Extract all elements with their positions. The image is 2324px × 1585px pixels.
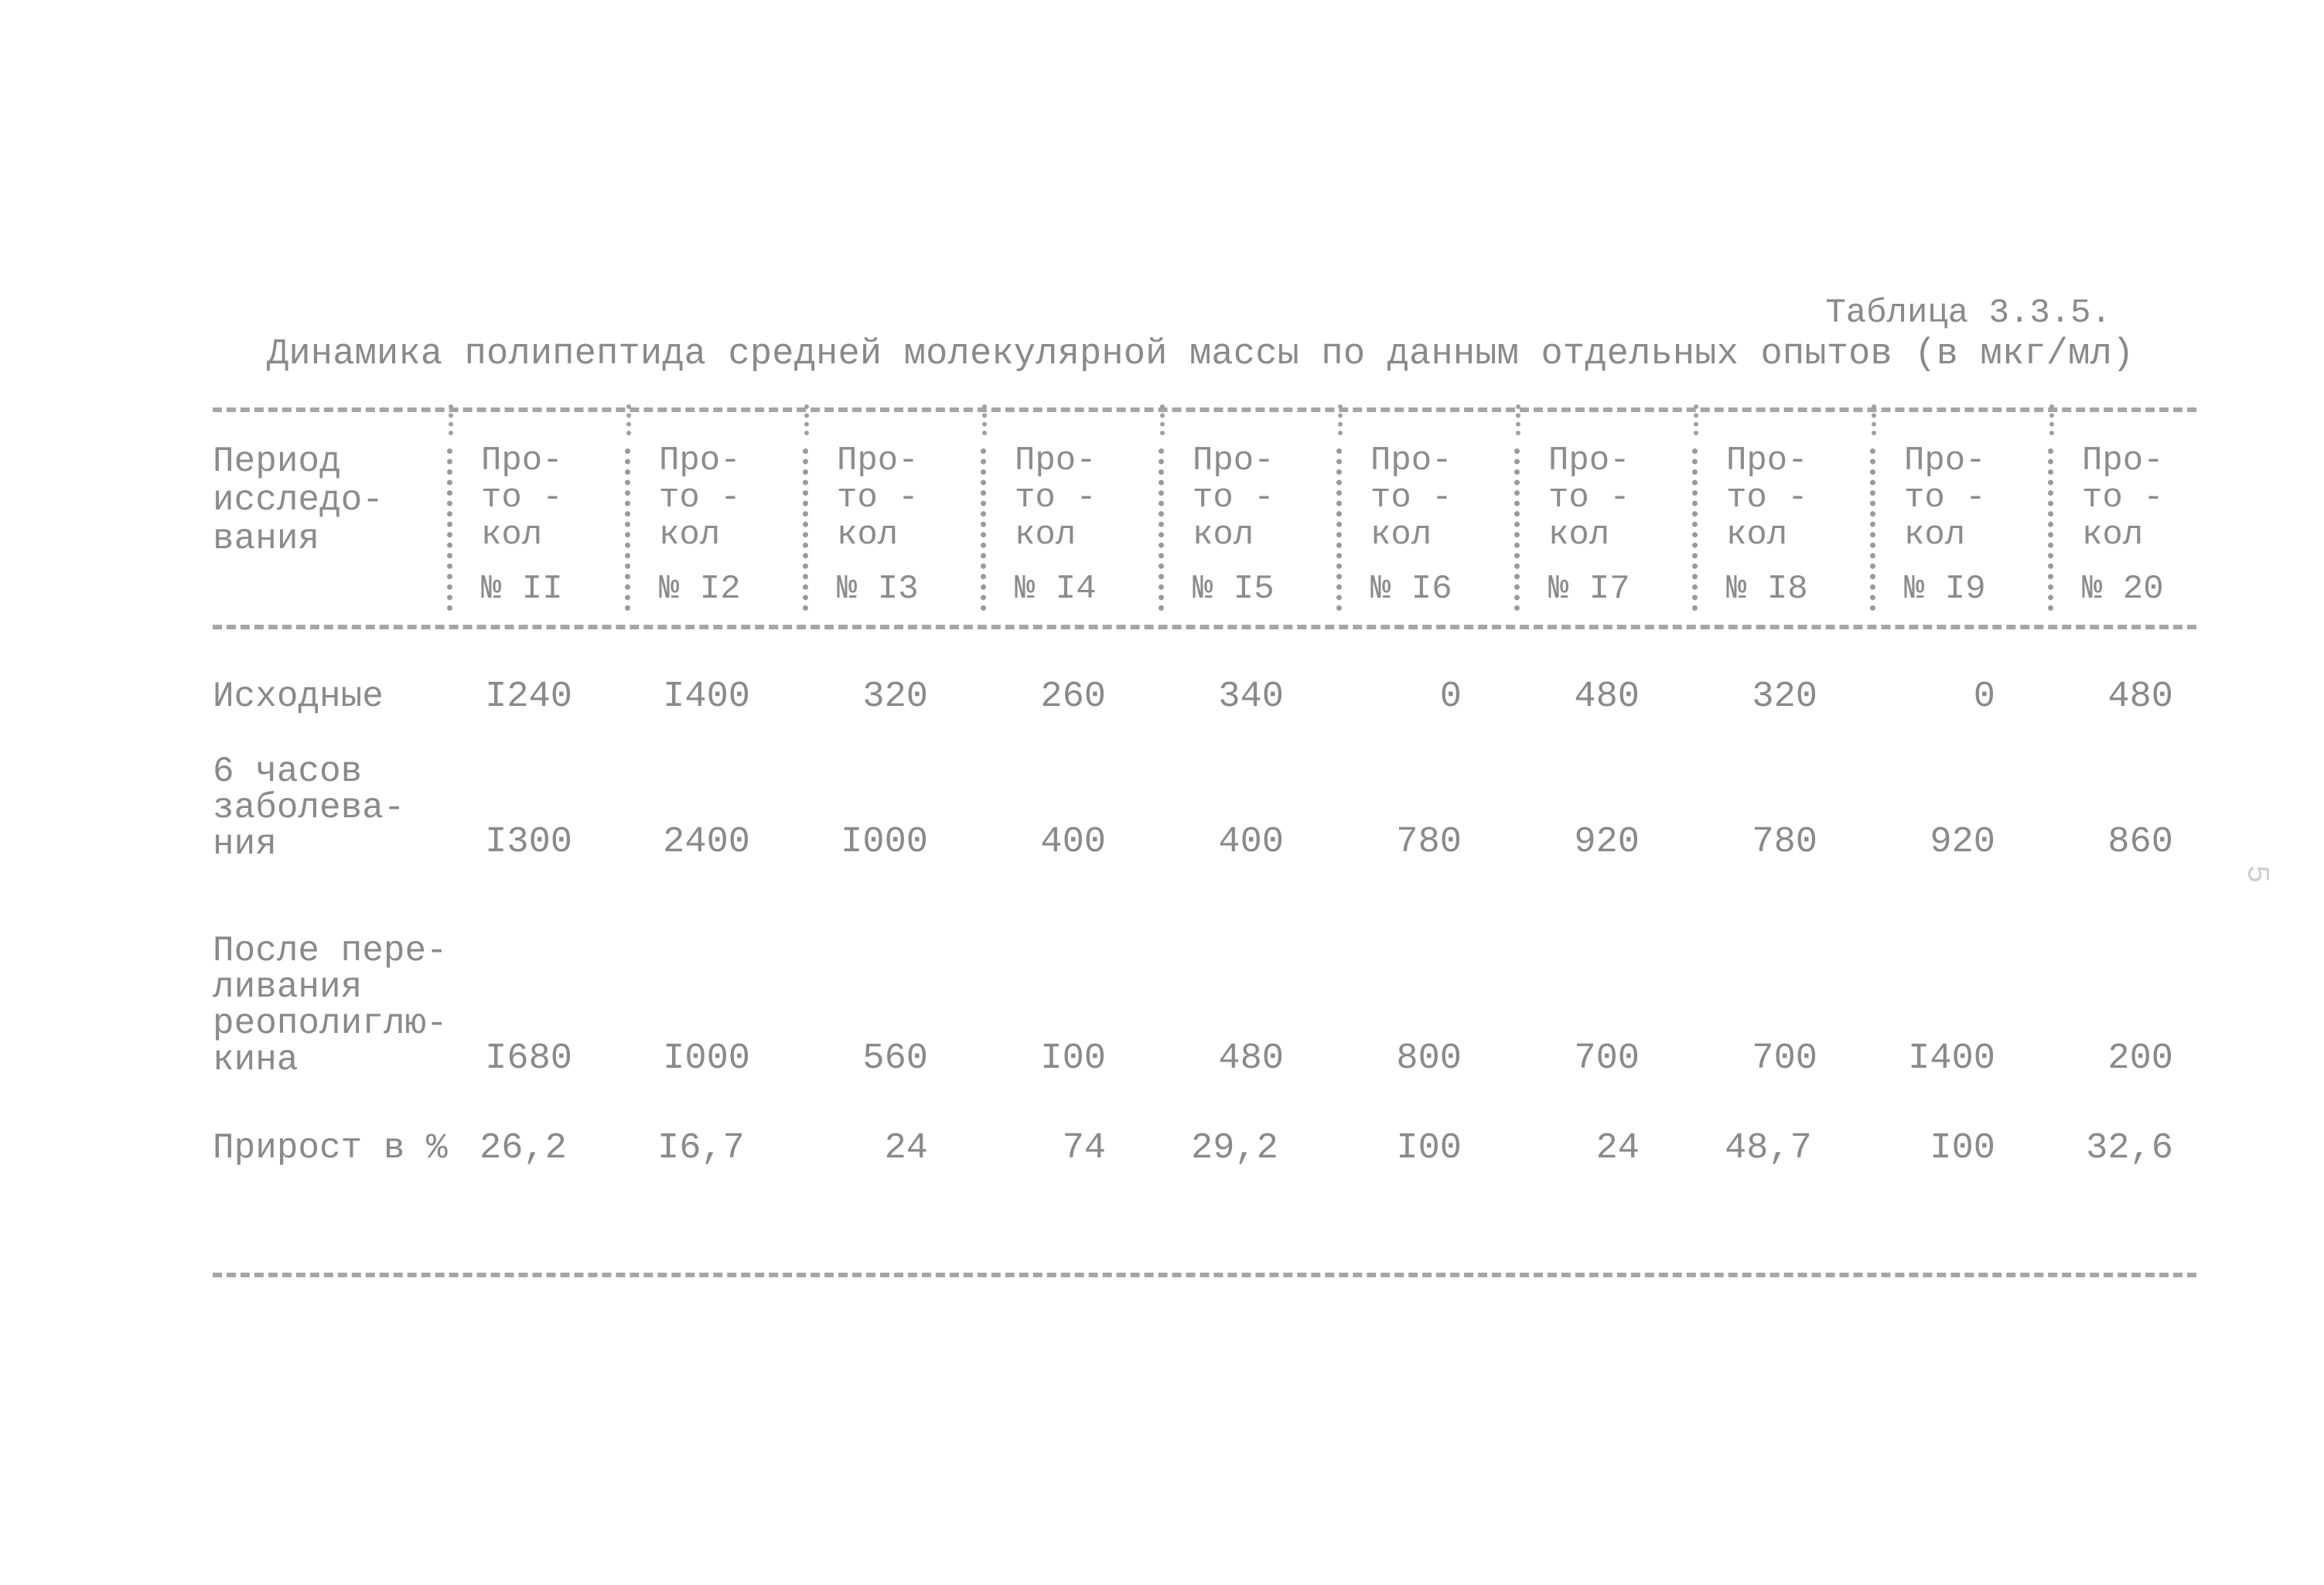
header-protocol bbox=[1548, 442, 1630, 608]
page-side-mark: 5 bbox=[2238, 864, 2274, 884]
protocol-line: Про- bbox=[1370, 441, 1452, 480]
table-cell: 2400 bbox=[663, 822, 750, 863]
protocol-line: то - bbox=[1193, 479, 1275, 517]
row-label-line: ливания bbox=[213, 967, 363, 1007]
protocol-line: Про- bbox=[1193, 441, 1275, 480]
table-cell: 48,7 bbox=[1725, 1128, 1812, 1169]
column-separator bbox=[2048, 448, 2061, 611]
header-protocol bbox=[1015, 442, 1097, 608]
column-separator bbox=[1870, 448, 1883, 611]
protocol-number: № I7 bbox=[1548, 570, 1630, 608]
table-cell: I00 bbox=[1040, 1038, 1106, 1079]
protocol-line: кол bbox=[1548, 516, 1610, 554]
column-separator bbox=[625, 448, 638, 611]
row-label bbox=[213, 754, 404, 863]
protocol-line: кол bbox=[1904, 516, 1966, 554]
column-tick bbox=[1872, 404, 1881, 435]
column-separator bbox=[447, 448, 460, 611]
table-cell: 24 bbox=[1595, 1128, 1640, 1169]
table-cell: I000 bbox=[663, 1038, 750, 1079]
table-cell: I400 bbox=[663, 677, 750, 718]
table-cell: 700 bbox=[1574, 1038, 1640, 1079]
header-protocol bbox=[1904, 442, 1986, 608]
table-cell: 800 bbox=[1396, 1038, 1462, 1079]
table-cell: 400 bbox=[1218, 822, 1284, 863]
header-protocol bbox=[1370, 442, 1452, 608]
header-period-line: вания bbox=[213, 519, 320, 559]
header-period-line: Период bbox=[213, 441, 341, 482]
protocol-number: № I3 bbox=[837, 570, 919, 608]
table-cell: 260 bbox=[1040, 677, 1106, 718]
row-label-line: Прирост в % bbox=[213, 1128, 448, 1168]
table-cell: 920 bbox=[1574, 822, 1640, 863]
table-caption: Таблица 3.3.5. bbox=[1825, 294, 2111, 332]
protocol-number: № I9 bbox=[1904, 570, 1986, 608]
protocol-line: то - bbox=[1015, 479, 1097, 517]
column-tick bbox=[1338, 404, 1347, 435]
protocol-number: № I2 bbox=[659, 570, 741, 608]
header-protocol bbox=[481, 442, 563, 608]
table-cell: 480 bbox=[2107, 677, 2173, 718]
table-cell: I000 bbox=[841, 822, 928, 863]
header-period bbox=[213, 442, 384, 558]
protocol-line: то - bbox=[1370, 479, 1452, 517]
protocol-line: Про- bbox=[1726, 441, 1808, 480]
column-tick bbox=[1516, 404, 1525, 435]
protocol-line: кол bbox=[2082, 516, 2144, 554]
table-cell: 560 bbox=[862, 1038, 928, 1079]
protocol-line: Про- bbox=[1015, 441, 1097, 480]
table-cell: 860 bbox=[2107, 822, 2173, 863]
header-rule bbox=[213, 625, 2196, 629]
row-label-line: заболева- bbox=[213, 788, 405, 828]
header-protocol bbox=[837, 442, 919, 608]
protocol-line: то - bbox=[1726, 479, 1808, 517]
table-cell: 320 bbox=[862, 677, 928, 718]
protocol-line: то - bbox=[837, 479, 919, 517]
column-separator bbox=[1514, 448, 1527, 611]
row-label bbox=[213, 1130, 448, 1167]
column-tick bbox=[804, 404, 814, 435]
column-separator bbox=[1692, 448, 1705, 611]
protocol-number: № I4 bbox=[1015, 570, 1097, 608]
table-cell: 700 bbox=[1752, 1038, 1817, 1079]
row-label bbox=[213, 679, 384, 715]
row-label-line: 6 часов bbox=[213, 752, 363, 792]
protocol-number: № I6 bbox=[1370, 570, 1452, 608]
table-cell: 0 bbox=[1439, 677, 1462, 718]
table-cell: 400 bbox=[1040, 822, 1106, 863]
table-cell: 24 bbox=[884, 1128, 928, 1169]
protocol-line: Про- bbox=[1548, 441, 1630, 480]
protocol-number: № I5 bbox=[1193, 570, 1275, 608]
table-cell: I400 bbox=[1908, 1038, 1995, 1079]
column-tick bbox=[449, 404, 458, 435]
protocol-line: кол bbox=[1726, 516, 1788, 554]
column-separator bbox=[981, 448, 994, 611]
table-cell: 780 bbox=[1396, 822, 1462, 863]
protocol-number: № II bbox=[481, 570, 563, 608]
table-cell: 74 bbox=[1062, 1128, 1106, 1169]
table-cell: 26,2 bbox=[479, 1128, 567, 1169]
protocol-line: кол bbox=[481, 516, 543, 554]
table-cell: I00 bbox=[1396, 1128, 1462, 1169]
table-cell: 320 bbox=[1752, 677, 1817, 718]
protocol-line: кол bbox=[1370, 516, 1432, 554]
protocol-line: Про- bbox=[837, 441, 919, 480]
row-label-line: кина bbox=[213, 1040, 299, 1080]
table-cell: I300 bbox=[485, 822, 572, 863]
row-label-line: Исходные bbox=[213, 677, 384, 717]
protocol-line: кол bbox=[1015, 516, 1077, 554]
protocol-line: кол bbox=[659, 516, 721, 554]
row-label-line: ния bbox=[213, 824, 277, 864]
table-cell: 200 bbox=[2107, 1038, 2173, 1079]
header-protocol bbox=[1193, 442, 1275, 608]
header-protocol bbox=[1726, 442, 1808, 608]
row-label-line: реополиглю- bbox=[213, 1004, 448, 1044]
header-protocol bbox=[2082, 442, 2164, 608]
table-title: Динамика полипептида средней молекулярной массы по данным отдельных опытов (в мкг/мл) bbox=[267, 334, 2135, 375]
row-label bbox=[213, 933, 448, 1079]
table-cell: I680 bbox=[485, 1038, 572, 1079]
column-separator bbox=[803, 448, 816, 611]
protocol-line: Про- bbox=[1904, 441, 1986, 480]
table-cell: 340 bbox=[1218, 677, 1284, 718]
table-cell: I240 bbox=[485, 677, 572, 718]
table-cell: 480 bbox=[1574, 677, 1640, 718]
table-cell: 0 bbox=[1973, 677, 1995, 718]
protocol-number: № 20 bbox=[2082, 570, 2164, 608]
protocol-line: Про- bbox=[2082, 441, 2164, 480]
protocol-line: кол bbox=[1193, 516, 1254, 554]
header-period-line: исследо- bbox=[213, 480, 384, 520]
column-tick bbox=[626, 404, 636, 435]
protocol-line: Про- bbox=[659, 441, 741, 480]
table-cell: 920 bbox=[1930, 822, 1995, 863]
bottom-rule bbox=[213, 1273, 2196, 1277]
protocol-line: то - bbox=[659, 479, 741, 517]
top-rule bbox=[213, 407, 2196, 412]
column-tick bbox=[2049, 404, 2059, 435]
table-cell: 29,2 bbox=[1191, 1128, 1278, 1169]
column-tick bbox=[1160, 404, 1169, 435]
table-cell: I6,7 bbox=[657, 1128, 745, 1169]
protocol-line: то - bbox=[2082, 479, 2164, 517]
column-tick bbox=[982, 404, 991, 435]
table-cell: 32,6 bbox=[2086, 1128, 2173, 1169]
column-separator bbox=[1159, 448, 1172, 611]
protocol-line: то - bbox=[1548, 479, 1630, 517]
table-cell: I00 bbox=[1930, 1128, 1995, 1169]
column-tick bbox=[1694, 404, 1703, 435]
protocol-number: № I8 bbox=[1726, 570, 1808, 608]
protocol-line: то - bbox=[1904, 479, 1986, 517]
row-label-line: После пере- bbox=[213, 931, 448, 971]
protocol-line: Про- bbox=[481, 441, 563, 480]
protocol-line: то - bbox=[481, 479, 563, 517]
protocol-line: кол bbox=[837, 516, 899, 554]
header-protocol bbox=[659, 442, 741, 608]
column-separator bbox=[1336, 448, 1350, 611]
table-cell: 780 bbox=[1752, 822, 1817, 863]
table-cell: 480 bbox=[1218, 1038, 1284, 1079]
